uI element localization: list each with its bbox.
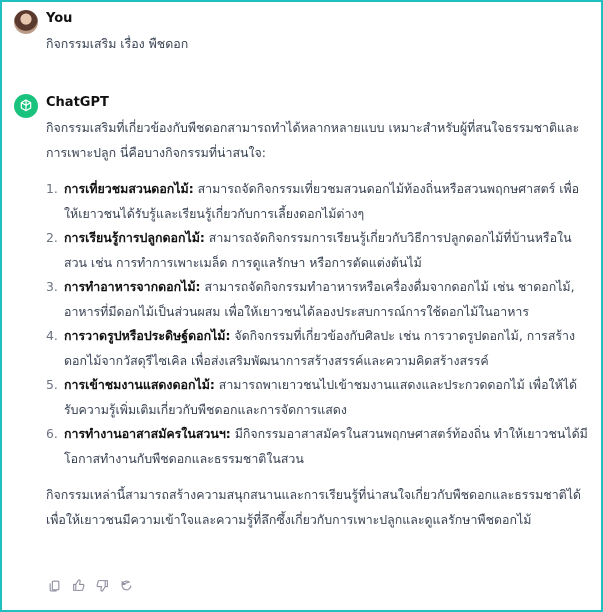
item-text: จัดกิจกรรมที่เกี่ยวข้องกับศิลปะ เช่น การวาดรูปดอกไม้, การสร้างดอกไม้จากวัสดุรีไซเคิล เพื่อส่งเสริมพัฒนาการสร้างสรรค์และความคิดสร้างสรรค์ — [64, 328, 576, 368]
item-text: สามารถจัดกิจกรรมทำอาหารหรือเครื่องดื่มจากดอกไม้ เช่น ชาดอกไม้, อาหารที่มีดอกไม้เป็นส่วนผสม เพื่อให้เยาวชนได้ลองประสบการณ์การใช้ดอกไม้ในอาหาร — [64, 279, 575, 319]
item-text: สามารถจัดกิจกรรมเที่ยวชมสวนดอกไม้ท้องถิ่นหรือสวนพฤกษศาสตร์ เพื่อให้เยาวชนได้รับรู้และเรียนรู้เกี่ยวกับการเลี้ยงดอกไม้ต่างๆ — [64, 181, 580, 221]
activity-list — [46, 177, 589, 471]
thumbs-up-icon[interactable] — [70, 577, 86, 593]
list-number: 2. — [46, 230, 58, 245]
copy-icon[interactable] — [46, 577, 62, 593]
item-text: สามารถพาเยาวชนไปเข้าชมงานแสดงและประกวดดอกไม้ เพื่อให้ได้รับความรู้เพิ่มเติมเกี่ยวกับพืชดอกและการจัดการแสดง — [64, 377, 578, 417]
user-avatar — [14, 10, 38, 34]
item-title: การวาดรูปหรือประดิษฐ์ดอกไม้: — [64, 328, 231, 343]
message-actions — [46, 577, 134, 593]
list-number: 4. — [46, 328, 58, 343]
user-name: You — [46, 11, 73, 26]
assistant-closing: กิจกรรมเหล่านี้สามารถสร้างความสนุกสนานและการเรียนรู้ที่น่าสนใจเกี่ยวกับพืชดอกและธรรมชาติได้ เพื่อให้เยาวชนมีความเข้าใจและความรู้ที่ลึกซึ้งเกี่ยวกับการเพาะปลูกและดูแลรักษาพืชดอกไม้ — [46, 487, 581, 527]
assistant-intro: กิจกรรมเสริมที่เกี่ยวข้องกับพืชดอกสามารถทำได้หลากหลายแบบ เหมาะสำหรับผู้ที่สนใจธรรมชาติและการเพาะปลูก นี่คือบางกิจกรรมที่น่าสนใจ: — [46, 120, 580, 160]
item-title: การทำอาหารจากดอกไม้: — [64, 279, 201, 294]
item-title: การเข้าชมงานแสดงดอกไม้: — [64, 377, 215, 392]
regenerate-icon[interactable] — [118, 577, 134, 593]
list-number: 3. — [46, 279, 58, 294]
list-number: 1. — [46, 181, 58, 196]
item-text: มีกิจกรรมอาสาสมัครในสวนพฤกษศาสตร์ท้องถิ่น ทำให้เยาวชนได้มีโอกาสทำงานกับพืชดอกและธรรมชาติในสวน — [64, 426, 588, 466]
assistant-name: ChatGPT — [46, 95, 109, 110]
item-title: การเที่ยวชมสวนดอกไม้: — [64, 181, 194, 196]
chatgpt-logo-icon — [14, 94, 38, 118]
list-item — [46, 422, 589, 471]
item-title: การทำงานอาสาสมัครในสวนฯ: — [64, 426, 231, 441]
thumbs-down-icon[interactable] — [94, 577, 110, 593]
user-message-text: กิจกรรมเสริม เรื่อง พืชดอก — [46, 36, 189, 51]
list-number: 6. — [46, 426, 58, 441]
list-item — [46, 226, 589, 275]
item-text: สามารถจัดกิจกรรมการเรียนรู้เกี่ยวกับวิธีการปลูกดอกไม้ที่บ้านหรือในสวน เช่น การทำการเพาะเมล็ด การดูแลรักษา หรือการตัดแต่งต้นไม้ — [64, 230, 572, 270]
list-item — [46, 373, 589, 422]
list-item — [46, 177, 589, 226]
list-number: 5. — [46, 377, 58, 392]
list-item — [46, 275, 589, 324]
list-item — [46, 324, 589, 373]
item-title: การเรียนรู้การปลูกดอกไม้: — [64, 230, 205, 245]
